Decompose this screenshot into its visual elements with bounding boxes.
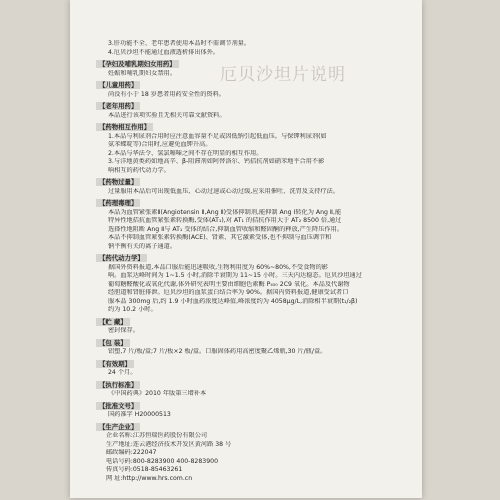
- section-text: 响。血浆达峰时间为 1~1.5 小时,消除半衰期为 11~15 小时。三天内达稳态。厄贝沙坦通过: [108, 272, 362, 279]
- section-interactions: [96, 121, 396, 175]
- document-page: [70, 0, 422, 498]
- section-text: 铝塑,7 片/板/盒;7 片/板×2 板/盒。口服固体药用高密度聚乙烯瓶,30 片/瓶/盒。: [108, 348, 327, 355]
- section-text: 密封保存。: [108, 327, 139, 334]
- section-heading: 【有效期】: [96, 360, 134, 368]
- section-text: 24 个月。: [108, 369, 137, 376]
- section-text: 3.与洋地黄类药如地高辛、β-阻滞剂如阿替洛尔、钙拮抗剂如硝苯地平合用不影: [108, 158, 325, 165]
- section-heading: 【贮 藏】: [96, 318, 130, 326]
- section-text: 本品不抑制血管紧张素转换酶(ACE)、肾素、其它激素受体,也不抑制与血压调节和: [108, 234, 332, 241]
- section-heading: 【执行标准】: [96, 381, 140, 389]
- intro-line: 3.肝功能不全、老年患者使用本品时不需调节剂量。: [108, 40, 251, 47]
- section-heading: 【批准文号】: [96, 402, 140, 410]
- section-text: 钠平衡有关的离子通道。: [108, 242, 177, 250]
- section-manufacturer: [96, 421, 396, 484]
- section-text: 特异性地拮抗血管紧张素转换酶,受体(AT₁),对 AT₁ 的拮抗作用大于 AT₂ 8500 倍,通过: [108, 217, 342, 224]
- section-heading: 【药物过量】: [96, 178, 140, 186]
- company-name: 企业名称:江苏恒瑞医药股份有限公司: [106, 432, 208, 439]
- section-text: 据国外资料报道,本品口服后能迅速吸收,生物利用度为 60%~80%,不受食物的影: [108, 263, 328, 271]
- section-standard: [96, 379, 396, 399]
- show-through-text: 厄贝沙坦片说明: [220, 65, 346, 85]
- section-heading: 【生产企业】: [96, 423, 140, 431]
- section-children: [96, 79, 396, 99]
- section-package: [96, 337, 396, 357]
- section-text: 选择性地阻断 Ang Ⅱ与 AT₁ 受体的结合,抑制血管收缩和醛固酮的释放,产生降压作用。: [108, 225, 343, 233]
- section-text: 响相互的药代动力学。: [108, 166, 170, 174]
- section-text: 2.本品与华法令、氢氯噻嗪之间不存在明显的相互作用。: [108, 149, 263, 157]
- section-text: 国药准字 H20000513: [108, 411, 171, 418]
- section-text: 过量服用本品后可出现低血压、心动过速或心动过缓,应采用催吐、洗胃及支持疗法。: [108, 187, 339, 195]
- section-text: 葡萄糖醛酸化或氧化代谢,体外研究表明主要由细胞色素酶 P₄₅₀ 2C9 氧化。本品及代谢物: [108, 280, 350, 288]
- company-postcode: 邮政编码:222047: [106, 449, 157, 456]
- section-text: 氨苯蝶啶等)合用时,应避免血钾升高。: [108, 141, 212, 148]
- section-text: 本品进行该项实验且无相关可靠文献资料。: [108, 111, 226, 119]
- section-text: 尚没有小于 18 岁患者用药安全性的资料。: [108, 90, 225, 98]
- section-overdose: [96, 176, 396, 196]
- intro-block: [96, 40, 396, 57]
- section-text: 本品为血管紧张素Ⅱ(Angiotensin Ⅱ,Ang Ⅱ)受体抑制剂,能抑制 Ang Ⅰ转化为 Ang Ⅱ,能: [108, 208, 342, 216]
- section-pregnancy: [96, 58, 396, 78]
- company-address: 生产地址:连云港经济技术开发区黄河路 38 号: [106, 440, 232, 448]
- company-fax: 传真号码:0518-85463261: [106, 466, 183, 473]
- section-text: 1.本品与利尿剂合用时应注意血容量不足或因低钠引起低血压。与保钾利尿剂(如: [108, 132, 327, 140]
- section-storage: [96, 316, 396, 336]
- section-text: 《中国药典》2010 年版第三增补本: [108, 390, 207, 397]
- intro-line: 4.厄贝沙坦不能通过血液透析排出体外。: [108, 48, 220, 56]
- section-heading: 【孕妇及哺乳期妇女用药】: [96, 60, 179, 68]
- section-elderly: [96, 100, 396, 120]
- company-phone: 电话号码:800-8283900 400-8283900: [106, 457, 219, 465]
- section-heading: 【老年用药】: [96, 102, 140, 110]
- section-heading: 【药物相互作用】: [96, 123, 153, 131]
- section-heading: 【药代动力学】: [96, 254, 147, 262]
- section-heading: 【药理毒理】: [96, 199, 140, 207]
- section-text: 约为 10.2 小时。: [108, 306, 157, 313]
- section-pharmacology: [96, 197, 396, 251]
- section-text: 服本品 300mg 后,约 1.9 小时血药浓度达峰值,峰浓度约为 4058µg/L,消除相半衰期(t₁/₂β): [108, 297, 358, 305]
- section-validity: [96, 358, 396, 378]
- company-website: 网 址:http://www.hrs.com.cn: [106, 474, 193, 482]
- company-info: [96, 432, 396, 483]
- section-heading: 【儿童用药】: [96, 81, 140, 89]
- section-pharmacokinetics: [96, 252, 396, 315]
- leaflet-content: [96, 40, 396, 484]
- section-approval: [96, 400, 396, 420]
- section-text: 妊娠和哺乳期妇女禁用。: [108, 69, 177, 77]
- section-heading: 【包 装】: [96, 339, 130, 347]
- section-text: 经胆道和肾脏排泄。厄贝沙坦的血浆蛋白结合率为 90%。据国内资料报道,健康受试者口: [108, 289, 349, 296]
